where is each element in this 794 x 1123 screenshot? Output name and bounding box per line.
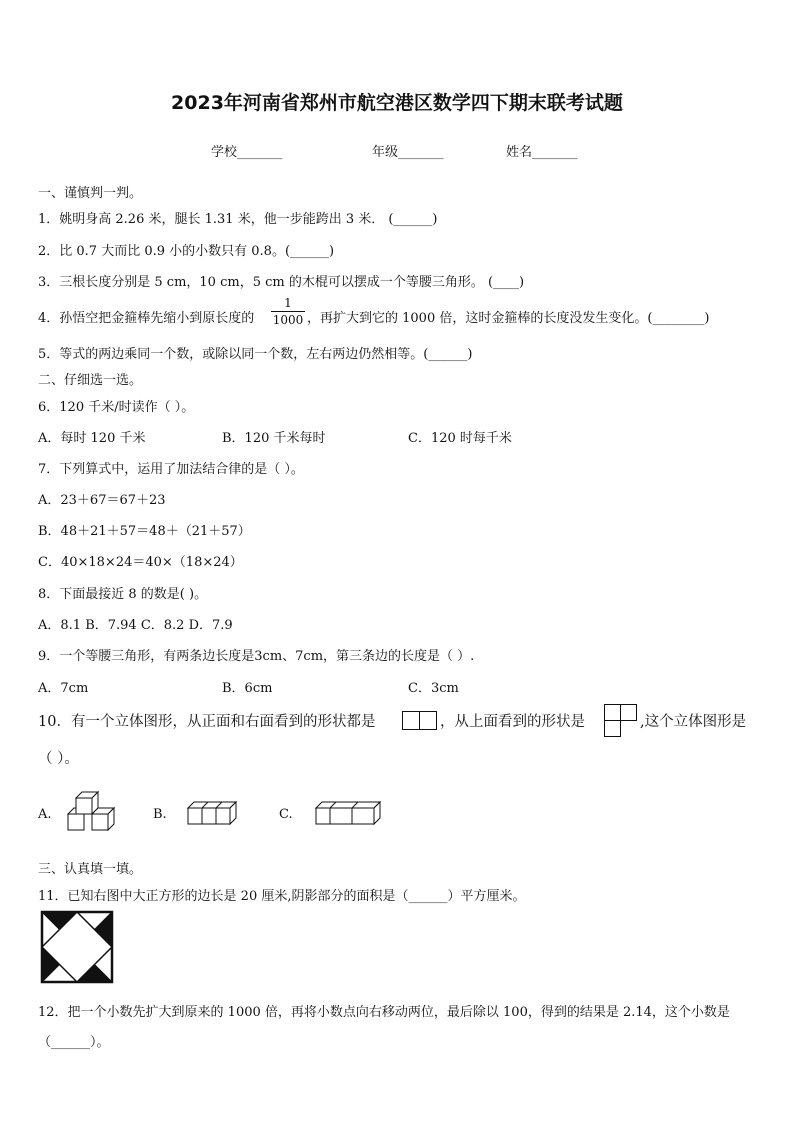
front-view-two-squares (402, 711, 438, 731)
option-a-cube-figure (66, 790, 122, 836)
question-9-option-b: B．6cm (222, 681, 273, 696)
fraction-numerator: 1 (284, 296, 292, 310)
question-7-option-b: B．48＋21＋57＝48＋（21＋57） (38, 524, 251, 539)
question-7-option-a: A．23＋67＝67＋23 (38, 493, 166, 508)
question-6-option-b: B．120 千米每时 (222, 431, 326, 446)
top-view-l-shape (604, 704, 638, 738)
question-12-line-1: 12．把一个小数先扩大到原来的 1000 倍，再将小数点向右移动两位，最后除以 100，得到的结果是 2.14，这个小数是 (38, 1005, 730, 1020)
question-4-before: 4．孙悟空把金箍棒先缩小到原长度的 (38, 311, 255, 326)
question-8: 8．下面最接近 8 的数是( )。 (38, 587, 208, 602)
question-10-part-d: （ ）。 (38, 751, 79, 767)
option-c-cube-figure (314, 800, 384, 832)
question-12-line-2: （______）。 (38, 1035, 110, 1050)
question-10-option-c-label: C. (279, 807, 293, 822)
question-6-option-c: C．120 时每千米 (408, 431, 512, 446)
section-2-heading: 二、仔细选一选。 (38, 373, 143, 388)
option-b-cube-figure (186, 800, 242, 832)
question-5: 5．等式的两边乘同一个数，或除以同一个数，左右两边仍然相等。(______) (38, 347, 473, 362)
school-field: 学校_______ (211, 145, 283, 160)
fraction-bar (271, 311, 305, 312)
question-8-options: A．8.1 B．7.94 C．8.2 D．7.9 (38, 618, 233, 633)
question-6: 6．120 千米/时读作（ ）。 (38, 400, 195, 415)
question-10-part-b: ，从上面看到的形状是 (440, 714, 585, 730)
name-field: 姓名_______ (506, 145, 578, 160)
question-7-option-c: C．40×18×24＝40×（18×24） (38, 555, 243, 570)
section-3-heading: 三、认真填一填。 (38, 862, 143, 877)
question-7: 7．下列算式中，运用了加法结合律的是（ ）。 (38, 462, 304, 477)
fraction-1-1000 (271, 296, 305, 327)
question-1: 1．姚明身高 2.26 米，腿长 1.31 米，他一步能跨出 3 米． (______) (38, 212, 438, 227)
question-9-option-c: C．3cm (408, 681, 459, 696)
question-3: 3．三根长度分别是 5 cm，10 cm，5 cm 的木棍可以摆成一个等腰三角形。 (____) (38, 275, 525, 290)
question-11: 11．已知右图中大正方形的边长是 20 厘米,阴影部分的面积是（______）平方厘米。 (38, 889, 526, 904)
question-10-part-c: ,这个立体图形是 (640, 714, 747, 730)
question-9: 9．一个等腰三角形，有两条边长度是3cm、7cm，第三条边的长度是（ ）. (38, 649, 475, 664)
question-9-option-a: A．7cm (38, 681, 89, 696)
question-10-part-a: 10．有一个立体图形，从正面和右面看到的形状都是 (38, 714, 376, 730)
fraction-denominator: 1000 (272, 313, 304, 327)
question-10-option-b-label: B. (153, 807, 167, 822)
grade-field: 年级_______ (372, 145, 444, 160)
question-4-after: ，再扩大到它的 1000 倍，这时金箍棒的长度没发生变化。(________) (307, 311, 710, 326)
page-title: 2023年河南省郑州市航空港区数学四下期末联考试题 (171, 92, 623, 114)
question-6-option-a: A．每时 120 千米 (38, 431, 146, 446)
question-10-option-a-label: A. (38, 807, 52, 822)
question-2: 2．比 0.7 大而比 0.9 小的小数只有 0.8。(______) (38, 244, 335, 259)
section-1-heading: 一、谨慎判一判。 (38, 186, 143, 201)
square-shaded-diagram (40, 910, 116, 986)
